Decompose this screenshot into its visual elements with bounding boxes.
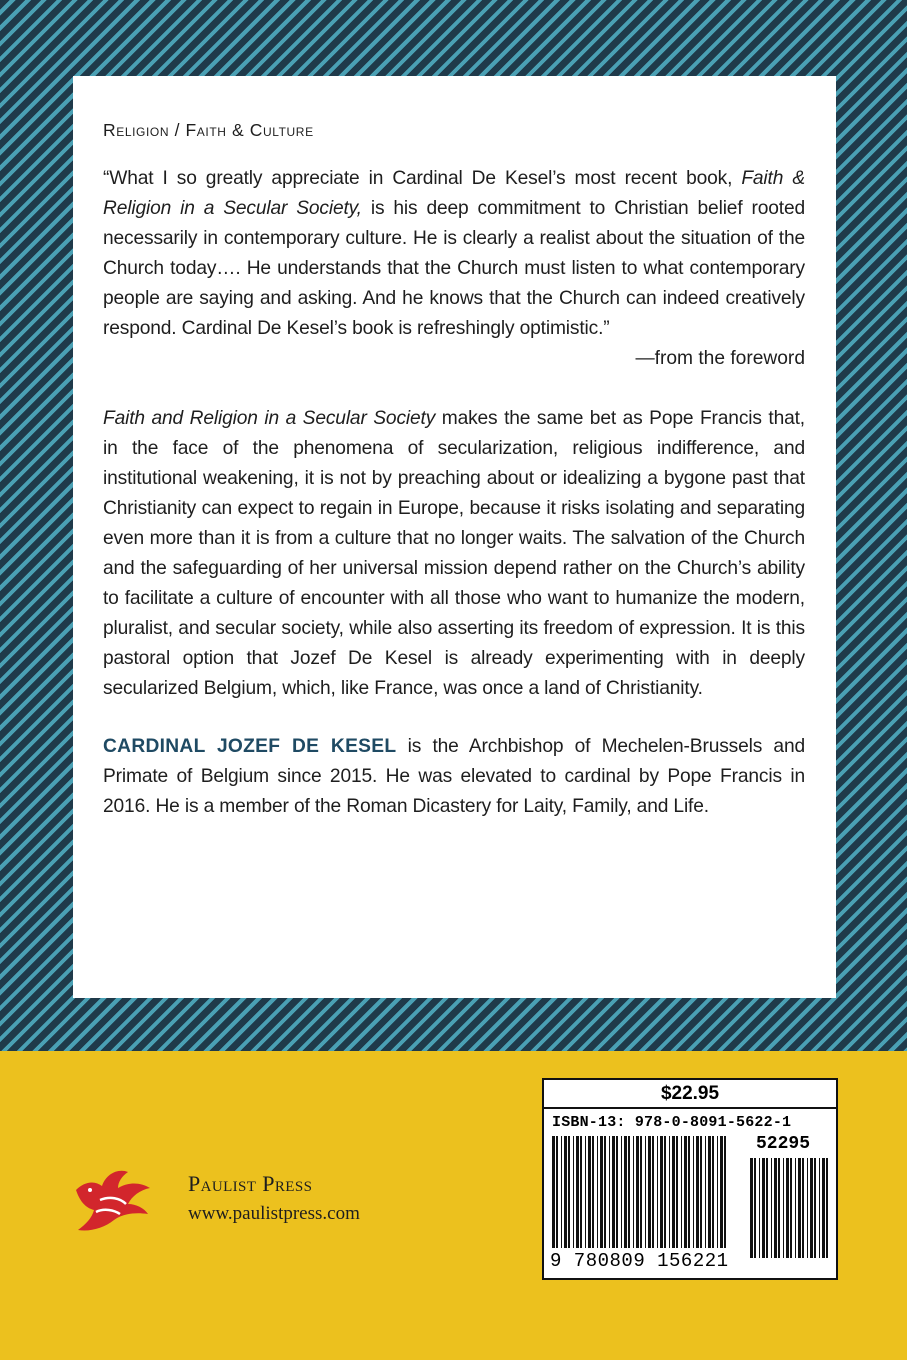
barcode-box bbox=[542, 1078, 838, 1280]
barcode-bar bbox=[681, 1136, 682, 1248]
barcode-bar bbox=[561, 1136, 562, 1248]
barcode-bar bbox=[774, 1158, 777, 1258]
author-bio-text: is the Archbishop of Mechelen-Brussels and Primate of Belgium since 2015. He was elevated to cardinal by Pope Francis in 2016. He is a member of the Roman Dicastery for Laity, Family, and Life. bbox=[103, 736, 805, 817]
barcode-bar bbox=[552, 1136, 555, 1248]
foreword-quote bbox=[103, 164, 805, 344]
quote-text-end: is his deep commitment to Christian belief rooted necessarily in contemporary culture. He is clearly a realist about the situation of the Church today…. He understands that the Church must listen to what contemporary people are saying and asking. And he knows that the Church can indeed creatively respond. Cardinal De Kesel’s book is refreshingly optimistic.” bbox=[103, 198, 805, 339]
barcode-bar bbox=[621, 1136, 622, 1248]
barcode-bar bbox=[676, 1136, 678, 1248]
barcode-bar bbox=[795, 1158, 796, 1258]
barcode-bar bbox=[786, 1158, 789, 1258]
price: $22.95 bbox=[544, 1080, 836, 1109]
barcode-bar bbox=[717, 1136, 718, 1248]
barcode-bar bbox=[633, 1136, 634, 1248]
description-book-title: Faith and Religion in a Secular Society bbox=[103, 408, 436, 429]
isbn-label: ISBN-13: 978-0-8091-5622-1 bbox=[552, 1114, 792, 1131]
barcode-bar bbox=[708, 1136, 711, 1248]
barcode-bar bbox=[724, 1136, 726, 1248]
barcode-bar bbox=[616, 1136, 618, 1248]
barcode-bar bbox=[693, 1136, 694, 1248]
barcode-bar bbox=[645, 1136, 646, 1248]
dove-icon bbox=[70, 1160, 160, 1236]
barcode-bar bbox=[814, 1158, 816, 1258]
barcode-bar bbox=[712, 1136, 714, 1248]
barcode-bar bbox=[636, 1136, 639, 1248]
barcode-bar bbox=[652, 1136, 654, 1248]
barcode-bar bbox=[568, 1136, 570, 1248]
publisher-url: www.paulistpress.com bbox=[188, 1203, 360, 1224]
barcode-bar bbox=[612, 1136, 615, 1248]
isbn-digits: 9 780809 156221 bbox=[550, 1250, 729, 1272]
publisher-block bbox=[188, 1170, 360, 1230]
barcode-bar bbox=[640, 1136, 642, 1248]
barcode-bar bbox=[810, 1158, 813, 1258]
barcode-bar bbox=[628, 1136, 630, 1248]
barcode-bar bbox=[604, 1136, 606, 1248]
quote-book-title: Faith & Religion in a Secular Society, bbox=[103, 168, 805, 219]
barcode-bar bbox=[564, 1136, 567, 1248]
barcode-bar bbox=[588, 1136, 591, 1248]
barcode-bar bbox=[802, 1158, 804, 1258]
barcode-bar bbox=[766, 1158, 768, 1258]
barcode-bar bbox=[600, 1136, 603, 1248]
barcode-bar bbox=[585, 1136, 586, 1248]
supplement-barcode-bars bbox=[750, 1158, 828, 1258]
barcode-bar bbox=[664, 1136, 666, 1248]
barcode-bar bbox=[556, 1136, 558, 1248]
quote-attribution: —from the foreword bbox=[635, 348, 805, 369]
barcode-bar bbox=[826, 1158, 828, 1258]
barcode-bar bbox=[798, 1158, 801, 1258]
barcode-bar bbox=[684, 1136, 687, 1248]
barcode-bar bbox=[700, 1136, 702, 1248]
barcode-bar bbox=[720, 1136, 723, 1248]
barcode-bar bbox=[807, 1158, 808, 1258]
barcode-bar bbox=[783, 1158, 784, 1258]
barcode-bar bbox=[778, 1158, 780, 1258]
barcode-bar bbox=[790, 1158, 792, 1258]
barcode-bar bbox=[580, 1136, 582, 1248]
barcode-bar bbox=[660, 1136, 663, 1248]
barcode-bar bbox=[750, 1158, 753, 1258]
barcode-bar bbox=[624, 1136, 627, 1248]
description-text: makes the same bet as Pope Francis that, in the face of the phenomena of secularization, religious indifference, and institutional weakening, it is not by preaching about or idealizing a bygone past that Christianity can expect to regain in Europe, because it risks isolating and separating even more than it is from a culture that no longer waits. The salvation of the Church and the safeguarding of her universal mission depend rather on the Church’s ability to facilitate a culture of encounter with all those who want to humanize the modern, pluralist, and secular society, while also asserting its freedom of expression. It is this pastoral option that Jozef De Kesel is already experimenting with in deeply secularized Belgium, which, like France, was once a land of Christianity. bbox=[103, 408, 805, 699]
barcode-bar bbox=[592, 1136, 594, 1248]
book-description bbox=[103, 404, 805, 704]
barcode-bar bbox=[657, 1136, 658, 1248]
barcode-bar bbox=[609, 1136, 610, 1248]
barcode-bar bbox=[573, 1136, 574, 1248]
barcode-bar bbox=[669, 1136, 670, 1248]
barcode-bar bbox=[672, 1136, 675, 1248]
barcode-bar bbox=[754, 1158, 756, 1258]
barcode-bar bbox=[648, 1136, 651, 1248]
author-name: CARDINAL JOZEF DE KESEL bbox=[103, 736, 397, 757]
category-label: Religion / Faith & Culture bbox=[103, 120, 314, 140]
author-bio bbox=[103, 732, 805, 822]
barcode-bar bbox=[705, 1136, 706, 1248]
supplement-code: 52295 bbox=[756, 1134, 811, 1154]
barcode-bar bbox=[597, 1136, 598, 1248]
barcode-bar bbox=[762, 1158, 765, 1258]
barcode-bar bbox=[819, 1158, 820, 1258]
barcode-bar bbox=[696, 1136, 699, 1248]
barcode-bar bbox=[822, 1158, 825, 1258]
text-panel bbox=[73, 76, 836, 998]
barcode-bar bbox=[759, 1158, 760, 1258]
publisher-name: Paulist Press bbox=[188, 1171, 313, 1196]
quote-text-start: “What I so greatly appreciate in Cardinal De Kesel’s most recent book, bbox=[103, 168, 742, 189]
barcode-bars bbox=[552, 1136, 730, 1248]
barcode-bar bbox=[771, 1158, 772, 1258]
barcode-bar bbox=[576, 1136, 579, 1248]
barcode-bar bbox=[688, 1136, 690, 1248]
